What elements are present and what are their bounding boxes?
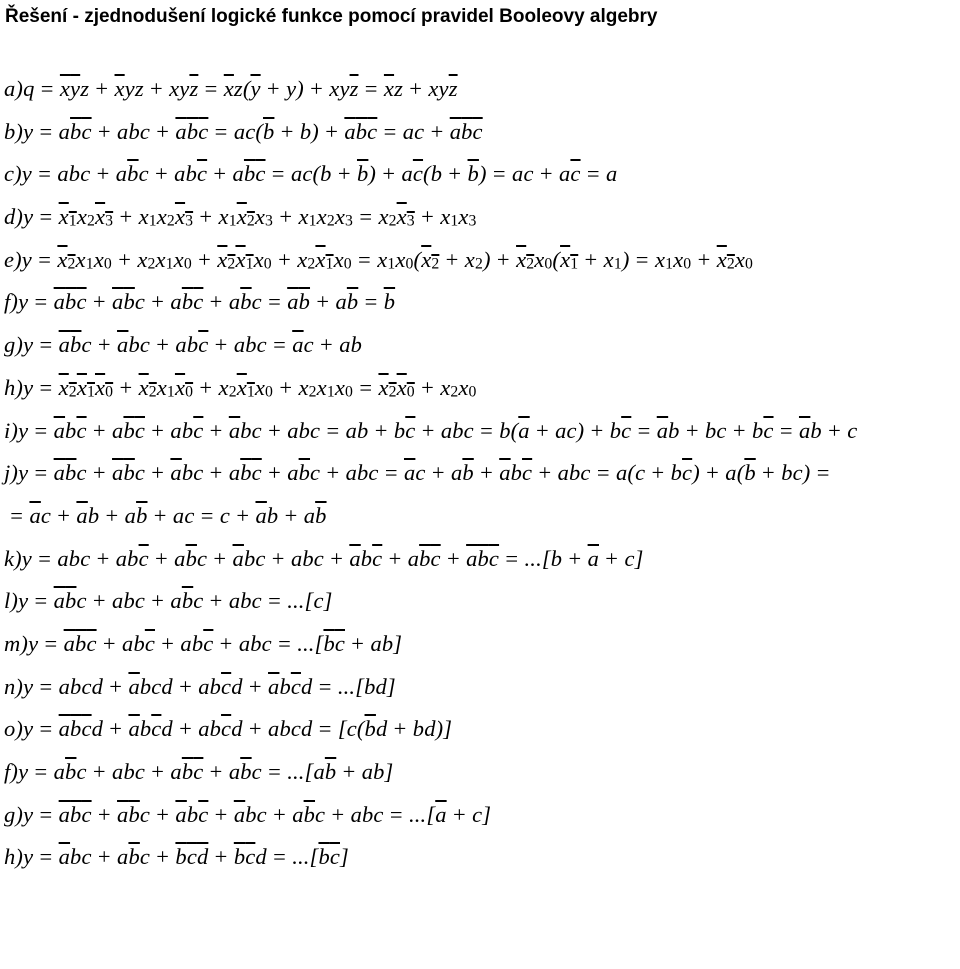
equation-line: $e)y = x_2x_1x_0 + x_2x_1x_0 + x_2x_1x_0 + x_2x_1x_0 = x_1x_0(x_2 + x_2) + x_2x_0(x_1 + x_1) = x_1x_0 + x_2x_0$ <box>4 246 754 273</box>
equation-line: $m)y = \overline{a}\overline{b}\overline{c} + ab\overline{c} + ab\overline{c}$ + abc = $...[\overline{b}\overline{c} + ab]$ <box>4 630 403 656</box>
equation-line: = $\overline{a}c + \overline{a}b + a\overline{b}$ + ac = $c + \overline{a}b + a\overline{b}$ <box>10 502 327 528</box>
equation-line: k)y = abc + $ab\overline{c} + a\overline{b}c + \overline{a}bc$ + abc + $\overline{a}b\overline{c} + a\overline{b}\overline{c} + \overline{a}\overline{b}\overline{c} = ...[b + \overline{a} + c]$ <box>4 545 644 571</box>
equation-line: $h)y = \overline{a}bc + a\overline{b}c + \overline{b}\overline{c}\overline{d} + \overline{b}\overline{c}d = ...[\overline{b}\overline{c}]$ <box>4 844 349 870</box>
equation-line: $d)y = x_1x_2x_3 + x_1x_2x_3 + x_1x_2x_3 + x_1x_2x_3 = x_2x_3 + x_1x_3$ <box>4 204 477 230</box>
equation-line: $j)y = \overline{a}\overline{b}c + \overline{a}\overline{b}c + \overline{a}bc + a\overline{b}\overline{c} + a\overline{b}c$ + abc = $\overline{a}c + a\overline{b} + \overline{a}b\overline{c}$ + abc = $a(c + b\overline{c}) + a(\overline{b} + bc)$ = <box>4 460 830 486</box>
equation-line: $h)y = x_2x_1x_0 + x_2x_1x_0 + x_2x_1x_0 + x_2x_1x_0 = x_2x_0 + x_2x_0$ <box>4 374 477 401</box>
page-title: Řešení - zjednodušení logické funkce pomocí pravidel Booleovy algebry <box>5 6 658 27</box>
equation-list <box>4 68 960 879</box>
equation-line: c)y = abc + $a\overline{b}c + ab\overline{c} + a\overline{b}\overline{c} = ac(b + \overline{b}) + a\overline{c}(b + \overline{b})$ = ac + $a\overline{c} = a$ <box>4 161 618 187</box>
equation-line: $f)y = \overline{a}\overline{b}\overline{c} + \overline{a}\overline{b}c + a\overline{b}\overline{c} + a\overline{b}c = \overline{a}\overline{b} + a\overline{b} = \overline{b}$ <box>4 289 396 315</box>
equation-line: $b)y = a\overline{b}\overline{c}$ + abc + $\overline{a}\overline{b}\overline{c} = ac(\overline{b} + b) + \overline{a}\overline{b}\overline{c}$ = ac + $\overline{a}\overline{b}\overline{c}$ <box>4 118 483 144</box>
equation-line: $o)y = \overline{a}\overline{b}\overline{c}d + \overline{a}b\overline{c}d + ab\overline{c}d$ + abcd = $[c(\overline{b}d + bd)]$ <box>4 716 453 742</box>
equation-line: n)y = abcd + $\overline{a}bcd + ab\overline{c}d + \overline{a}b\overline{c}d = ...[bd]$ <box>4 673 396 699</box>
equation-line: $f)y = a\overline{b}c$ + abc + $a\overline{b}\overline{c} + a\overline{b}c = ...[a\overline{b} + ab]$ <box>4 759 394 784</box>
equation-line: $i)y = \overline{a}b\overline{c} + a\overline{b}\overline{c} + ab\overline{c} + \overline{a}bc$ + abc = ab + $b\overline{c}$ + abc = $b(\overline{a} + ac) + b\overline{c} = \overline{a}b$ + bc + $b\overline{c} = \overline{a}b + c$ <box>4 417 858 443</box>
equation-line: $l)y = \overline{a}\overline{b}c$ + abc + $a\overline{b}c$ + abc = ...[c] <box>4 588 333 614</box>
equation-line: $a)q = \overline{x}\overline{y}z + \overline{x}yz + xy\overline{z} = \overline{x}z(\overline{y} + y) + xy\overline{z} = \overline{x}z + xy\overline{z}$ <box>4 76 458 101</box>
equation-line: $g)y = \overline{a}\overline{b}\overline{c} + \overline{a}\overline{b}c + \overline{a}b\overline{c} + \overline{a}bc + a\overline{b}c$ + abc = $...[\overline{a} + c]$ <box>4 801 492 827</box>
equation-line: $g)y = \overline{a}\overline{b}c + \overline{a}bc + ab\overline{c}$ + abc = $\overline{a}c$ + ab <box>4 332 362 358</box>
